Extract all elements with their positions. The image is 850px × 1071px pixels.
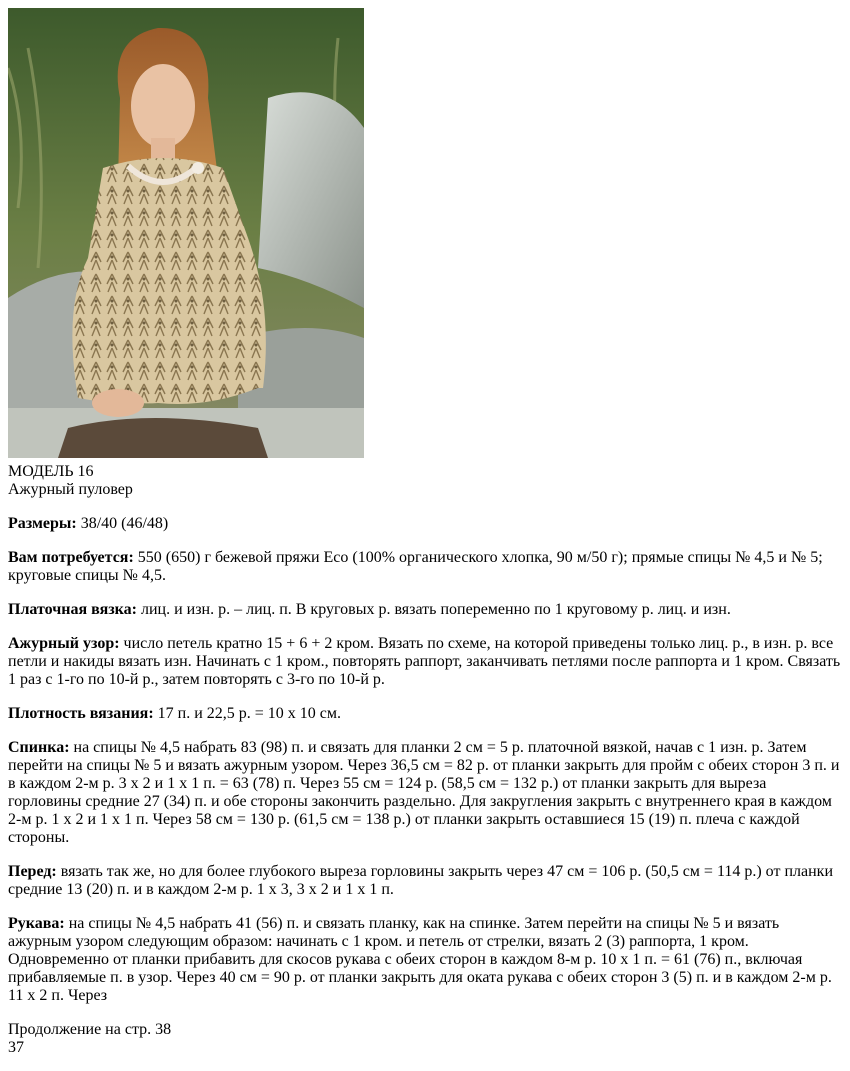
paragraph-label: Перед: xyxy=(8,863,57,880)
paragraph-label: Рукава: xyxy=(8,915,65,932)
paragraph-text: 550 (650) г бежевой пряжи Eco (100% органического хлопка, 90 м/50 г); прямые спицы № 4,5 и № 5; круговые спицы № 4,5. xyxy=(8,549,823,584)
paragraph-materials xyxy=(8,549,842,585)
page-number: 37 xyxy=(8,1039,24,1056)
paragraph-label: Вам потребуется: xyxy=(8,549,134,566)
paragraph-label: Плотность вязания: xyxy=(8,705,154,722)
paragraph-label: Спинка: xyxy=(8,739,70,756)
paragraph-lace xyxy=(8,635,842,689)
paragraph-text: число петель кратно 15 + 6 + 2 кром. Вязать по схеме, на которой приведены только лиц. р., в изн. р. все петли и накиды вязать изн. Начинать с 1 кром., повторять раппорт, заканчивать петлями после раппорта и 1 кром. Связать 1 раз с 1-го по 10-й р., затем повторять с 3-го по 10-й р. xyxy=(8,635,841,688)
paragraph-sleeves xyxy=(8,915,842,1005)
model-subtitle: Ажурный пуловер xyxy=(8,481,133,498)
paragraph-sizes xyxy=(8,515,842,533)
paragraph-label: Платочная вязка: xyxy=(8,601,137,618)
right-text-column xyxy=(8,705,842,1005)
paragraph-label: Ажурный узор: xyxy=(8,635,120,652)
paragraph-text: 17 п. и 22,5 р. = 10 х 10 см. xyxy=(153,705,342,722)
paragraph-text: вязать так же, но для более глубокого выреза горловины закрыть через 47 см = 106 р. (50,5 см = 114 р.) от планки средние 13 (20) п. и в каждом 2-м р. 1 х 3, 3 х 2 и 1 х 1 п. xyxy=(8,863,834,898)
paragraph-text: на спицы № 4,5 набрать 83 (98) п. и связать для планки 2 см = 5 р. платочной вязкой, начав с 1 изн. р. Затем перейти на спицы № 5 и вязать ажурным узором. Через 36,5 см = 82 р. от планки закрыть для пройм с обеих сторон 3 п. и в каждом 2-м р. 3 х 2 и 1 х 1 п. = 63 (78) п. Через 55 см = 124 р. (58,5 см = 132 р.) от планки закрыть для выреза горловины средние 27 (34) п. и обе стороны закончить раздельно. Для закругления закрыть с внутреннего края в каждом 2-м р. 1 х 2 и 1 х 1 п. Через 58 см = 130 р. (61,5 см = 138 р.) от планки закрыть оставшиеся 15 (19) п. плеча с каждой стороны. xyxy=(8,739,840,846)
paragraph-label: Размеры: xyxy=(8,515,77,532)
paragraph-front xyxy=(8,863,842,899)
paragraph-gauge xyxy=(8,705,842,723)
paragraph-text: лиц. и изн. р. – лиц. п. В круговых р. вязать попеременно по 1 круговому р. лиц. и изн. xyxy=(136,601,731,618)
model-title: МОДЕЛЬ 16 xyxy=(8,463,94,480)
paragraph-text: на спицы № 4,5 набрать 41 (56) п. и связать планку, как на спинке. Затем перейти на спицы № 5 и вязать ажурным узором следующим образом: начинать с 1 кром. и петель от стрелки, вязать 2 (3) раппорта, 1 кром. Одновременно от планки прибавить для скосов рукава с обеих сторон в каждом 8-м р. 10 х 1 п. = 61 (76) п., включая прибавляемые п. в узор. Через 40 см = 90 р. от планки закрыть для оката рукава с обеих сторон 3 (5) п. и в каждом 2-м р. 11 х 2 п. Через xyxy=(8,915,832,1004)
paragraph-garter xyxy=(8,601,842,619)
paragraph-back xyxy=(8,739,842,847)
continued-link[interactable]: Продолжение на стр. 38 xyxy=(8,1021,172,1038)
model-photo xyxy=(8,8,364,458)
left-text-column xyxy=(8,515,842,689)
paragraph-text: 38/40 (46/48) xyxy=(76,515,169,532)
